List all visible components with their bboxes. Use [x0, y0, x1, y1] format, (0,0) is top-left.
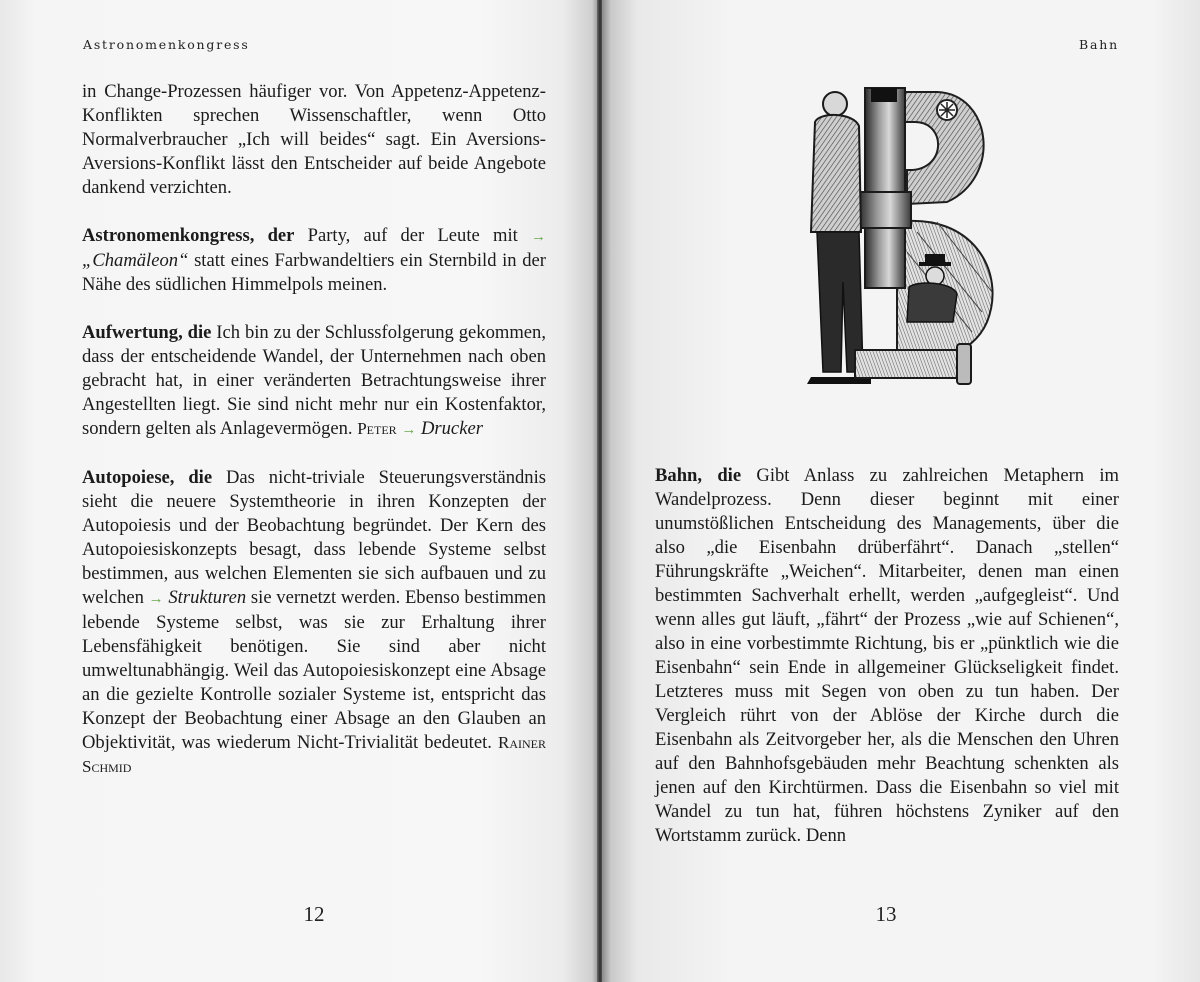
cross-reference-link: Strukturen [163, 587, 247, 608]
entry-bahn [655, 464, 1119, 848]
entry-autopoiese [82, 466, 546, 779]
entry-astronomenkongress [82, 224, 546, 297]
left-running-head: Astronomenkongress [83, 37, 250, 52]
entry-text: statt eines Farbwandeltiers ein Sternbild in der Nähe des südlichen Himmelpols meinen. [82, 250, 546, 295]
right-running-head: Bahn [1079, 37, 1119, 52]
entry-term: Astronomenkongress, der [82, 225, 295, 246]
entry-term: Aufwertung, die [82, 322, 212, 343]
right-page [602, 0, 1200, 982]
left-page-number: 12 [303, 902, 325, 926]
entry-text: Party, auf der Leute mit [294, 225, 531, 246]
cross-reference-link: „Chamäleon“ [82, 250, 189, 271]
cross-reference-arrow-icon: → [531, 229, 546, 245]
left-page [0, 0, 598, 982]
cross-reference-link: Drucker [416, 418, 483, 439]
entry-author: Rainer Schmid [82, 733, 546, 776]
cross-reference-arrow-icon: → [401, 422, 417, 438]
cross-reference-arrow-icon: → [148, 591, 164, 607]
entry-text: Ich bin zu der Schlussfolgerung gekommen, dass der entscheidende Wandel, der Unternehmen nach oben gebracht hat, in einer veränderten Betrachtungsweise ihrer Angestellten liegt. Sie sind nicht mehr nur ein Kostenfaktor, sondern gelten als Anlagevermögen. [82, 322, 547, 439]
decorative-letter-b-illustration-icon [797, 82, 1007, 392]
right-text-block [655, 464, 1119, 872]
entry-term: Autopoiese, die [82, 467, 213, 488]
right-page-number: 13 [875, 902, 897, 926]
entry-text: Das nicht-triviale Steuerungsverständnis sieht die neuere Systemtheorie in ihren Konzepten der Autopoiesis und der Beobachtung begründet. Der Kern des Autopoiesiskonzepts besagt, dass lebende Systeme selbst bestimmen, aus welchen Elementen sie sich aufbauen und zu welchen [82, 467, 546, 608]
entry-aufwertung [82, 321, 546, 442]
entry-author: Peter [357, 419, 397, 438]
left-text-block [82, 80, 546, 803]
entry-text: Gibt Anlass zu zahlreichen Metaphern im Wandelprozess. Denn dieser beginnt mit einer unumstößlichen Entscheidung des Managements, über die also „die Eisenbahn drüberfährt“. Danach „stellen“ Führungskräfte „Weichen“. Mitarbeiter, denen man einen bestimmten Sachverhalt erhellt, werden „aufgegleist“. Und wenn alles gut läuft, „fährt“ der Prozess „wie auf Schienen“, also in eine vorbestimmte Richtung, bis er „pünktlich wie die Eisenbahn“ sein Ende in allgemeiner Glückseligkeit findet. Letzteres muss mit Segen von oben zu tun haben. Der Vergleich rührt von der Ablöse der Kirche durch die Eisenbahn als Zeitvorgeber her, als die Menschen den Uhren auf den Bahnhofsgebäuden mehr Beachtung schenkten als jenen auf den Kirchtürmen. Dass die Eisenbahn so viel mit Wandel zu tun hat, führen höchstens Zyniker auf den Wortstamm zurück. Denn [655, 465, 1120, 846]
intro-paragraph: in Change-Prozessen häufiger vor. Von Appetenz-Appetenz-Konflikten sprechen Wissenschaftler, wenn Otto Normalverbraucher „Ich will beides“ sagt. Ein Aversions-Aversions-Konflikt lässt den Entscheider auf beide Angebote dankend verzichten. [82, 81, 546, 198]
entry-term: Bahn, die [655, 465, 742, 486]
entry-text: sie vernetzt werden. Ebenso bestimmen lebende Systeme selbst, was sie zur Erhaltung ihrer Lebensfähigkeit benötigen. Sie sind aber nicht umweltunabhängig. Weil das Autopoiesiskonzept eine Absage an die gezielte Kontrolle sozialer Systeme ist, entspricht das Konzept der Beobachtung einer Absage an den Glauben an Objektivität, was wiederum Nicht-Trivialität bedeutet. [82, 587, 546, 753]
